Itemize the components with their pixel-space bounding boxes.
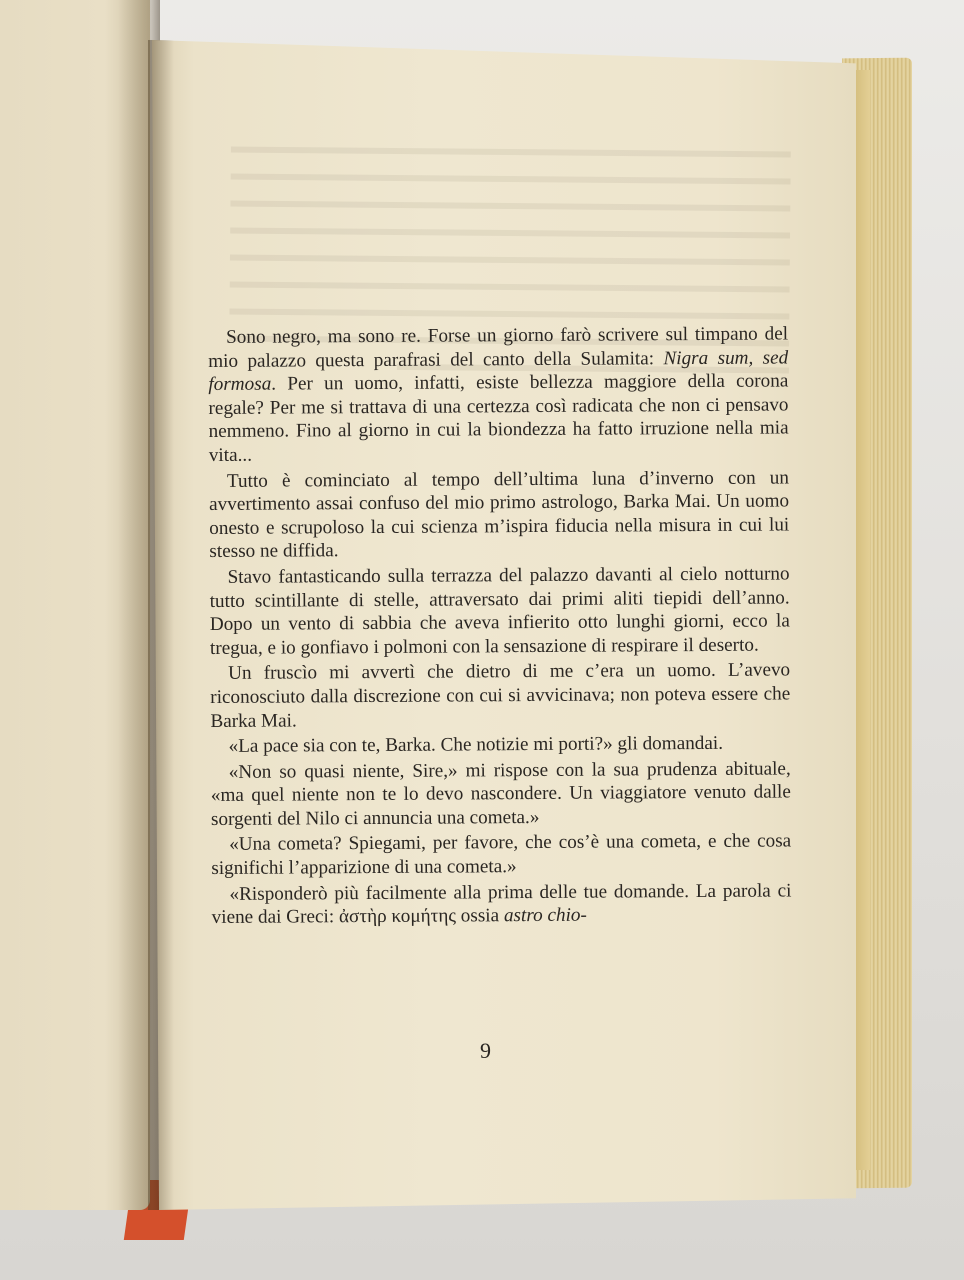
text-run: . Per un uomo, infatti, esiste bellezza maggiore della corona regale? Per me si trattava di una certezza così radicata che non ci pensavo nemmeno. Fino al giorno in cui la biondezza ha fatto irruzione nella mia vita...	[208, 370, 789, 466]
text-run: «Risponderò più facilmente alla prima delle tue domande. La parola ci viene dai Greci: ἀστὴρ κομήτης ossia	[211, 880, 792, 929]
text-run: «Una cometa? Spiegami, per favore, che cos’è una cometa, e che cosa significhi l’apparizione di una cometa.»	[211, 830, 792, 880]
text-run: «La pace sia con te, Barka. Che notizie mi porti?» gli domandai.	[228, 732, 724, 757]
text-run: «Non so quasi niente, Sire,» mi rispose con la sua prudenza abituale, «ma quel niente non te lo devo nascondere. Un viaggiatore venuto dalle sorgenti del Nilo ci annuncia una cometa.»	[210, 758, 791, 830]
paragraph	[208, 322, 789, 467]
text-run: Un fruscìo mi avvertì che dietro di me c’era un uomo. L’avevo riconosciuto dalla discrezione con cui si avvicinava; non poteva essere che Barka Mai.	[210, 659, 791, 732]
text-run: Tutto è cominciato al tempo dell’ultima luna d’inverno con un avvertimento assai confuso del mio primo astrologo, Barka Mai. Un uomo onesto e scrupoloso la cui scienza m’ispira fiducia nella misura in cui lui stesso ne diffida.	[209, 467, 790, 563]
paragraph	[210, 732, 790, 759]
paragraph	[210, 659, 790, 733]
italic-text: astro chio-	[503, 904, 587, 927]
page-number: 9	[480, 1038, 491, 1063]
paragraph	[211, 830, 791, 881]
text-run: Sono negro, ma sono re. Forse un giorno farò scrivere sul timpano del mio palazzo questa parafrasi del canto della Sulamita:	[208, 323, 789, 372]
paragraph	[211, 757, 791, 831]
paragraph	[209, 466, 790, 564]
page-text	[208, 322, 792, 929]
italic-text: Nigra sum, sed formosa	[208, 347, 789, 396]
text-run: Stavo fantasticando sulla terrazza del palazzo davanti al cielo notturno tutto scintillante di stelle, attraversato dai primi aliti tiepidi dell’anno. Dopo un vento di sabbia che aveva infierito otto lunghi giorni, ecco la tregua, e io gonfiavo i polmoni con la sensazione di respirare il deserto.	[209, 563, 790, 659]
paragraph	[209, 562, 790, 660]
paragraph	[211, 879, 791, 930]
gutter-shadow	[148, 40, 174, 1210]
